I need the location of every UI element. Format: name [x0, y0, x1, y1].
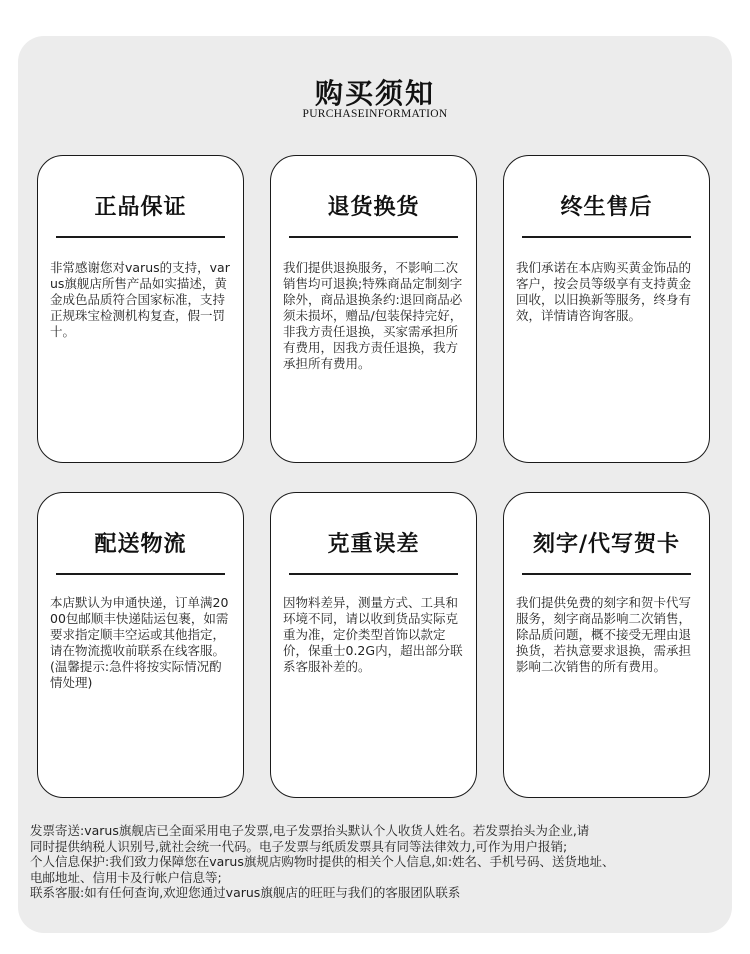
card-text: 本店默认为申通快递，订单满2000包邮顺丰快递陆运包裹，如需要求指定顺丰空运或其他指定，请在物流揽收前联系在线客服。(温馨提示:急件将按实际情况酌情处理)	[50, 595, 229, 690]
card-text: 我们提供免费的刻字和贺卡代写服务，刻字商品影响二次销售，除品质问题，概不接受无理由退换货，若执意要求退换，需承担影响二次销售的所有费用。	[516, 595, 692, 674]
footer-line-contact: 联系客服:如有任何查询,欢迎您通过varus旗舰店的旺旺与我们的客服团队联系	[30, 885, 461, 900]
card-text: 我们提供退换服务，不影响二次销售均可退换;特殊商品定制刻字除外，商品退换条约:退回商品必须未损坏，赠品/包装保持完好，非我方责任退换，买家需承担所有费用，因我方责任退换，我方承担所有费用。	[283, 260, 463, 371]
footer-line-privacy-cont: 电邮地址、信用卡及行帐户信息等;	[30, 869, 222, 885]
card-divider	[56, 236, 225, 238]
card-title: 刻字/代写贺卡	[532, 531, 681, 557]
card-shipping	[37, 492, 244, 798]
card-text: 我们承诺在本店购买黄金饰品的客户，按会员等级享有支持黄金回收，以旧换新等服务，终身有效，详情请咨询客服。	[516, 260, 692, 323]
card-title: 正品保证	[94, 194, 187, 220]
card-returns-exchanges	[270, 155, 477, 463]
card-divider	[522, 236, 691, 238]
page-title: 购买须知	[314, 77, 435, 110]
card-divider	[522, 573, 691, 575]
card-text: 非常感谢您对varus的支持，varus旗舰店所售产品如实描述，黄金成色品质符合国家标准，支持正规珠宝检测机构复查，假一罚十。	[50, 260, 230, 339]
footer-line-invoice-cont: 同时提供纳税人识别号,就社会统一代码。电子发票与纸质发票具有同等法律效力,可作为用户报销;	[30, 838, 568, 854]
card-engraving-greeting	[503, 492, 710, 798]
card-title: 终生售后	[560, 194, 653, 220]
card-divider	[289, 236, 458, 238]
card-divider	[289, 573, 458, 575]
card-lifetime-service	[503, 155, 710, 463]
footer-line-privacy: 个人信息保护:我们致力保障您在varus旗规店购物时提供的相关个人信息,如:姓名、手机号码、送货地址、	[30, 854, 615, 869]
card-divider	[56, 573, 225, 575]
card-text: 因物料差异，测量方式、工具和环境不同，请以收到货品实际克重为准，定价类型首饰以款定价，保重士0.2G内，超出部分联系客服补差的。	[283, 595, 463, 674]
card-weight-tolerance	[270, 492, 477, 798]
page-subtitle: PURCHASEINFORMATION	[302, 108, 448, 120]
footer-line-invoice: 发票寄送:varus旗舰店已全面采用电子发票,电子发票抬头默认个人收货人姓名。若发票抬头为企业,请	[30, 823, 590, 838]
footer-notes	[30, 823, 742, 901]
card-title: 退货换货	[327, 194, 420, 220]
card-title: 配送物流	[94, 531, 187, 557]
card-genuine-guarantee	[37, 155, 244, 463]
card-title: 克重误差	[327, 531, 420, 557]
